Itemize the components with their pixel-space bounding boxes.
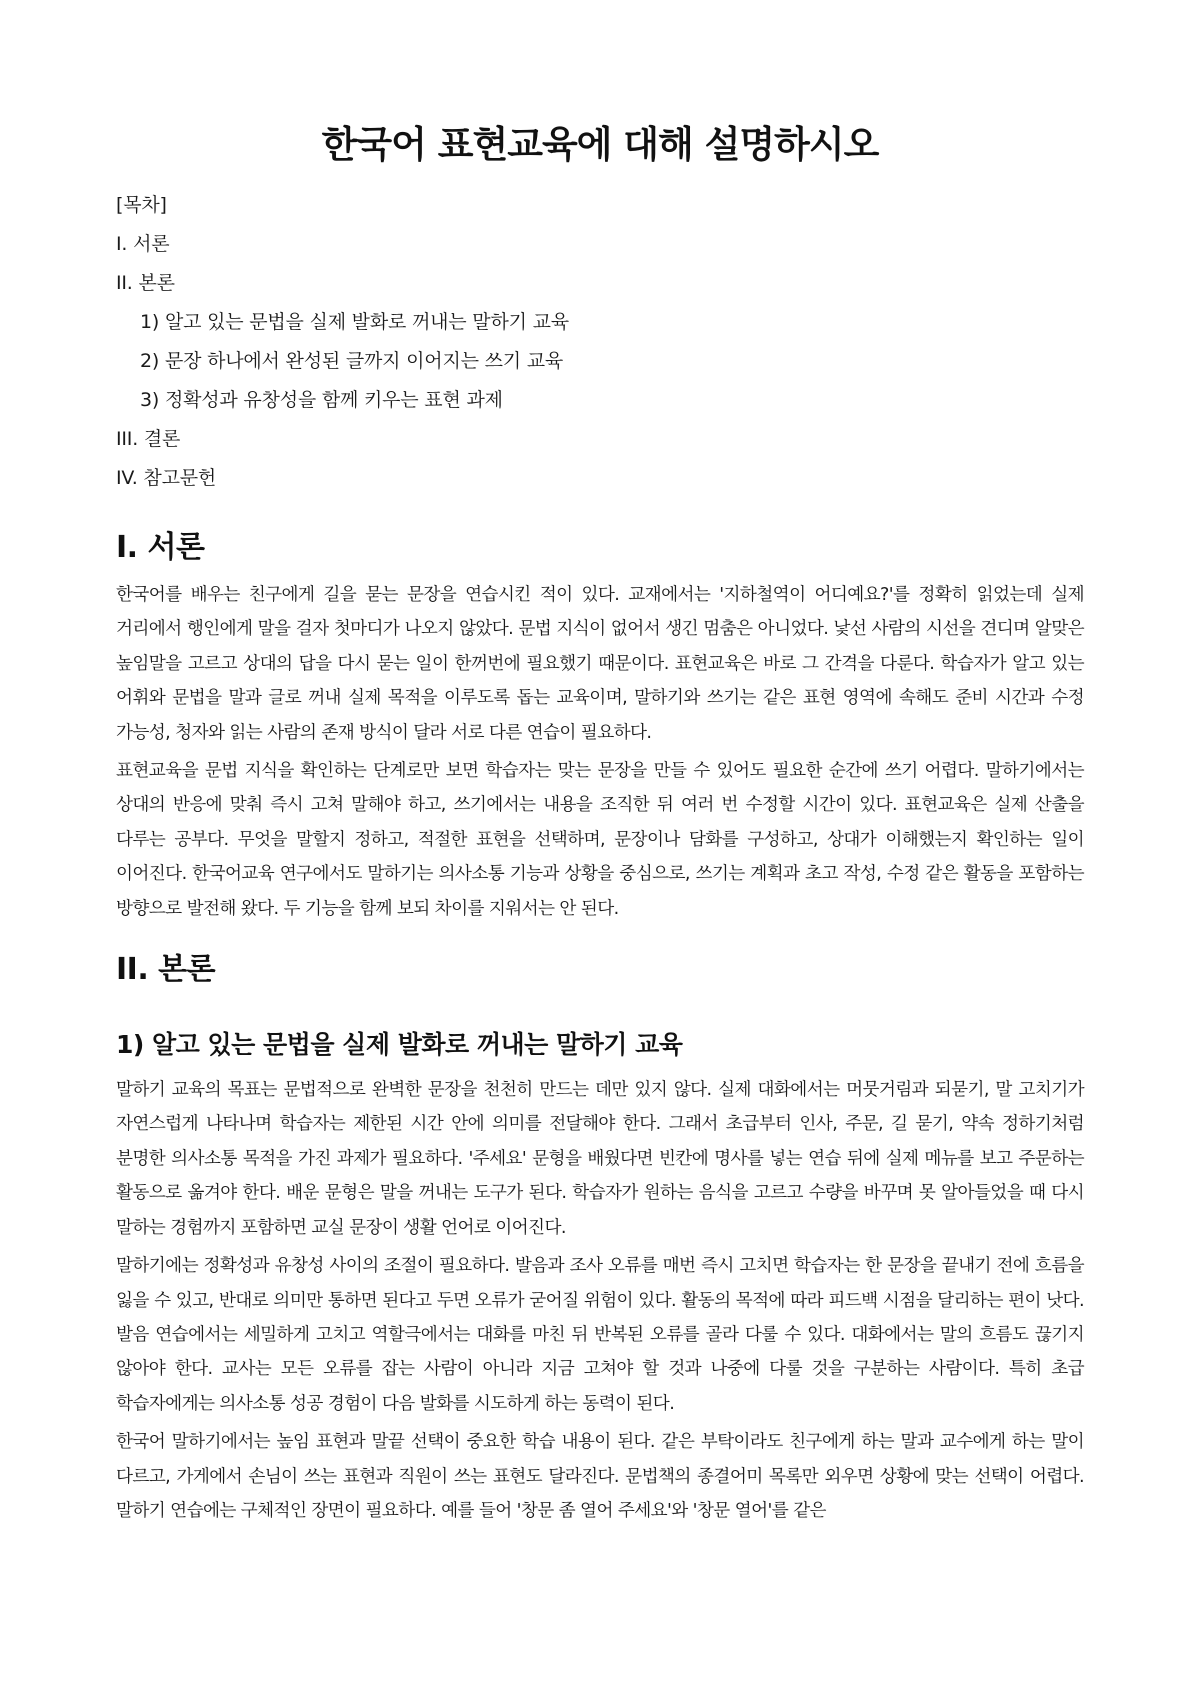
- toc-item-introduction: I. 서론: [116, 233, 170, 255]
- document-page: [116, 0, 1084, 1532]
- section-heading-body: II. 본론: [116, 952, 216, 988]
- toc-item-conclusion: III. 결론: [116, 428, 181, 450]
- document-title: 한국어 표현교육에 대해 설명하시오: [321, 123, 879, 166]
- toc-item-body: II. 본론: [116, 272, 175, 294]
- toc-item-body-2: 2) 문장 하나에서 완성된 글까지 이어지는 쓰기 교육: [140, 350, 564, 372]
- introduction-paragraph: 표현교육을 문법 지식을 확인하는 단계로만 보면 학습자는 맞는 문장을 만들 수 있어도 필요한 순간에 쓰기 어렵다. 말하기에서는 상대의 반응에 맞춰 즉시 고쳐 말해야 하고, 쓰기에서는 내용을 조직한 뒤 여러 번 수정할 시간이 있다. 표현교육은 실제 산출을 다루는 공부다. 무엇을 말할지 정하고, 적절한 표현을 선택하며, 문장이나 담화를 구성하고, 상대가 이해했는지 확인하는 일이 이어진다. 한국어교육 연구에서도 말하기는 의사소통 기능과 상황을 중심으로, 쓰기는 계획과 초고 작성, 수정 같은 활동을 포함하는 방향으로 발전해 왔다. 두 기능을 함께 보되 차이를 지워서는 안 된다.: [116, 761, 1084, 919]
- speaking-paragraph: 말하기 교육의 목표는 문법적으로 완벽한 문장을 천천히 만드는 데만 있지 않다. 실제 대화에서는 머뭇거림과 되묻기, 말 고치기가 자연스럽게 나타나며 학습자는 제한된 시간 안에 의미를 전달해야 한다. 그래서 초급부터 인사, 주문, 길 묻기, 약속 정하기처럼 분명한 의사소통 목적을 가진 과제가 필요하다. '주세요' 문형을 배웠다면 빈칸에 명사를 넣는 연습 뒤에 실제 메뉴를 보고 주문하는 활동으로 옮겨야 한다. 배운 문형은 말을 꺼내는 도구가 된다. 학습자가 원하는 음식을 고르고 수량을 바꾸며 못 알아들었을 때 다시 말하는 경험까지 포함하면 교실 문장이 생활 언어로 이어진다.: [116, 1080, 1084, 1238]
- toc-heading: [목차]: [116, 194, 167, 216]
- subsection-heading-speaking: 1) 알고 있는 문법을 실제 발화로 꺼내는 말하기 교육: [116, 1030, 683, 1060]
- speaking-paragraph: 말하기에는 정확성과 유창성 사이의 조절이 필요하다. 발음과 조사 오류를 매번 즉시 고치면 학습자는 한 문장을 끝내기 전에 흐름을 잃을 수 있고, 반대로 의미만 통하면 된다고 두면 오류가 굳어질 위험이 있다. 활동의 목적에 따라 피드백 시점을 달리하는 편이 낫다. 발음 연습에서는 세밀하게 고치고 역할극에서는 대화를 마친 뒤 반복된 오류를 골라 다룰 수 있다. 대화에서는 말의 흐름도 끊기지 않아야 한다. 교사는 모든 오류를 잡는 사람이 아니라 지금 고쳐야 할 것과 나중에 다룰 것을 구분하는 사람이다. 특히 초급 학습자에게는 의사소통 성공 경험이 다음 발화를 시도하게 하는 동력이 된다.: [116, 1256, 1084, 1414]
- table-of-contents: [116, 186, 1084, 498]
- toc-item-references: IV. 참고문헌: [116, 467, 217, 489]
- speaking-paragraph: 한국어 말하기에서는 높임 표현과 말끝 선택이 중요한 학습 내용이 된다. 같은 부탁이라도 친구에게 하는 말과 교수에게 하는 말이 다르고, 가게에서 손님이 쓰는 표현과 직원이 쓰는 표현도 달라진다. 문법책의 종결어미 목록만 외우면 상황에 맞는 선택이 어렵다. 말하기 연습에는 구체적인 장면이 필요하다. 예를 들어 '창문 좀 열어 주세요'와 '창문 열어'를 같은: [116, 1432, 1084, 1521]
- toc-item-body-1: 1) 알고 있는 문법을 실제 발화로 꺼내는 말하기 교육: [140, 311, 569, 333]
- section-heading-introduction: I. 서론: [116, 530, 205, 565]
- toc-item-body-3: 3) 정확성과 유창성을 함께 키우는 표현 과제: [140, 389, 503, 411]
- introduction-paragraph: 한국어를 배우는 친구에게 길을 묻는 문장을 연습시킨 적이 있다. 교재에서는 '지하철역이 어디예요?'를 정확히 읽었는데 실제 거리에서 행인에게 말을 걸자 첫마디가 나오지 않았다. 문법 지식이 없어서 생긴 멈춤은 아니었다. 낯선 사람의 시선을 견디며 알맞은 높임말을 고르고 상대의 답을 다시 묻는 일이 한꺼번에 필요했기 때문이다. 표현교육은 바로 그 간격을 다룬다. 학습자가 알고 있는 어휘와 문법을 말과 글로 꺼내 실제 목적을 이루도록 돕는 교육이며, 말하기와 쓰기는 같은 표현 영역에 속해도 준비 시간과 수정 가능성, 청자와 읽는 사람의 존재 방식이 달라 서로 다른 연습이 필요하다.: [116, 585, 1084, 743]
